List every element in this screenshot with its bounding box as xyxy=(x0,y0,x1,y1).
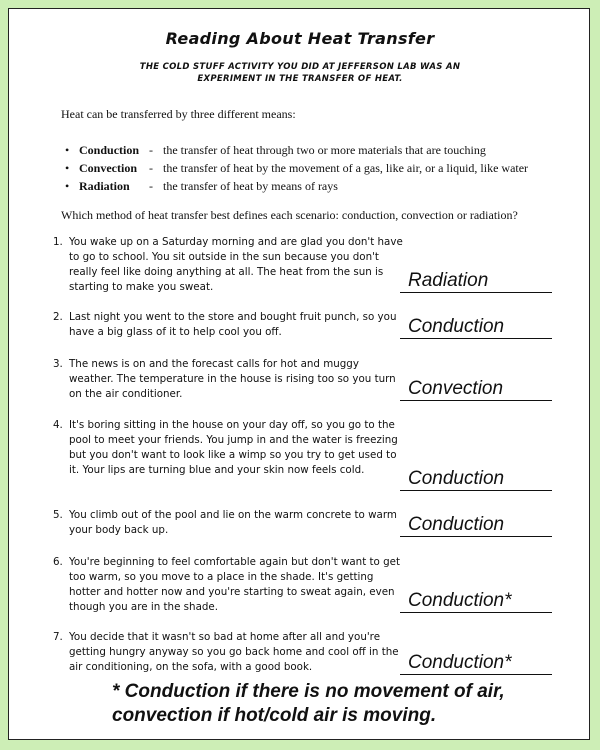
scenario-2 xyxy=(53,310,403,340)
bullet: • xyxy=(65,161,70,175)
scenario-5 xyxy=(53,508,403,538)
means-item-convection xyxy=(65,159,528,177)
bullet: • xyxy=(65,143,70,157)
question-prompt: Which method of heat transfer best defines each scenario: conduction, convection or radiation? xyxy=(61,208,518,222)
subtitle xyxy=(69,61,531,85)
answer-2: Conduction xyxy=(400,315,552,339)
scenario-text: Last night you went to the store and bought fruit punch, so you have a big glass of it to help cool you off. xyxy=(69,311,397,338)
scenario-number: 7. xyxy=(53,631,63,643)
scenario-number: 4. xyxy=(53,419,63,431)
definition: the transfer of heat through two or more materials that are touching xyxy=(163,143,486,157)
means-item-conduction xyxy=(65,141,528,159)
dash: - xyxy=(149,161,153,175)
footnote-line-2: convection if hot/cold air is moving. xyxy=(112,705,437,726)
subtitle-line-2: EXPERIMENT IN THE TRANSFER OF HEAT. xyxy=(197,74,403,84)
scenario-6 xyxy=(53,555,403,615)
scenario-number: 2. xyxy=(53,311,63,323)
term: Radiation xyxy=(79,179,130,193)
answer-4: Conduction xyxy=(400,467,552,491)
answer-6: Conduction* xyxy=(400,589,552,613)
scenario-7 xyxy=(53,630,403,675)
means-item-radiation xyxy=(65,177,528,195)
dash: - xyxy=(149,143,153,157)
scenario-number: 6. xyxy=(53,556,63,568)
bullet: • xyxy=(65,179,70,193)
worksheet-page xyxy=(8,8,590,740)
scenario-3 xyxy=(53,357,403,402)
answer-7: Conduction* xyxy=(400,651,552,675)
term: Conduction xyxy=(79,143,140,157)
definition: the transfer of heat by the movement of a gas, like air, or a liquid, like water xyxy=(163,161,529,175)
definition: the transfer of heat by means of rays xyxy=(163,179,338,193)
scenario-number: 3. xyxy=(53,358,63,370)
means-list xyxy=(65,141,528,195)
scenario-number: 5. xyxy=(53,509,63,521)
answer-3: Convection xyxy=(400,377,552,401)
scenario-text: It's boring sitting in the house on your day off, so you go to the pool to meet your friends. You jump in and the water is freezing but you don't want to look like a wimp so you try to get used to it. Your lips are turning blue and your skin now feels cold. xyxy=(69,419,398,476)
scenario-number: 1. xyxy=(53,236,63,248)
page-title: Reading About Heat Transfer xyxy=(165,29,435,48)
footnote-line-1: * Conduction if there is no movement of air, xyxy=(112,681,505,702)
scenario-text: You're beginning to feel comfortable again but don't want to get too warm, so you move to a place in the shade. It's getting hotter and hotter now and you're starting to sweat again, even though you are in the shade. xyxy=(69,556,401,613)
scenario-text: You decide that it wasn't so bad at home after all and you're getting hungry anyway so you go back home and cool off in the air conditioning, on the sofa, with a good book. xyxy=(69,631,399,673)
scenario-text: The news is on and the forecast calls for hot and muggy weather. The temperature in the house is rising too so you turn on the air conditioner. xyxy=(69,358,396,400)
dash: - xyxy=(149,179,153,193)
answer-1: Radiation xyxy=(400,269,552,293)
term: Convection xyxy=(79,161,137,175)
scenario-text: You climb out of the pool and lie on the warm concrete to warm your body back up. xyxy=(69,509,397,536)
scenario-1 xyxy=(53,235,403,295)
intro-text: Heat can be transferred by three different means: xyxy=(61,107,296,121)
subtitle-line-1: THE COLD STUFF ACTIVITY YOU DID AT JEFFERSON LAB WAS AN xyxy=(139,62,461,72)
footnote xyxy=(112,680,505,728)
scenario-text: You wake up on a Saturday morning and are glad you don't have to go to school. You sit outside in the sun because you don't really feel like doing anything at all. The heat from the sun is starting to make you sweat. xyxy=(69,236,403,293)
scenario-4 xyxy=(53,418,403,478)
answer-5: Conduction xyxy=(400,513,552,537)
